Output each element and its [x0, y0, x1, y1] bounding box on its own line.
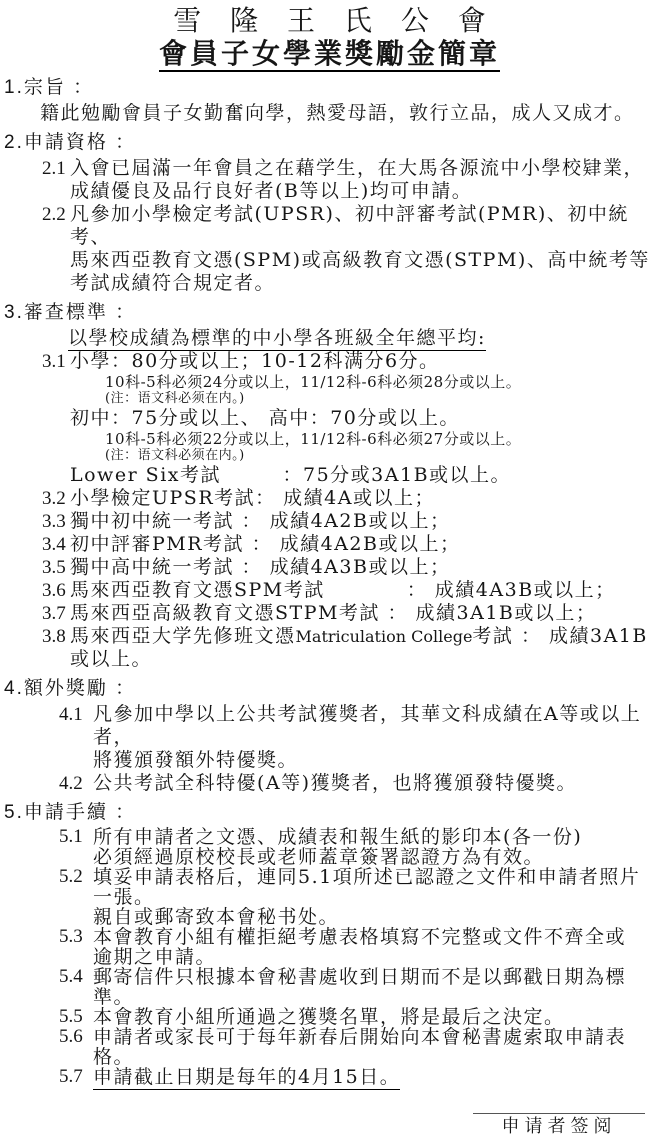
item-3-8-post: 考試 ： 成績3A1B或以上。: [70, 625, 648, 670]
item-number: 2.2: [42, 204, 66, 225]
item-text: [93, 867, 655, 927]
item-2-2-line-1: 凡參加小學檢定考試(UPSR)、初中評審考試(PMR)、初中統考、: [70, 203, 629, 248]
item-text: [93, 927, 655, 967]
primary-school-remark: (注：语文科必须在内。): [105, 391, 245, 406]
section-1-heading: 1.宗旨 ：: [4, 77, 95, 98]
item-number: 4.1: [59, 704, 83, 725]
item-number: 5.5: [59, 1006, 83, 1027]
item-text: 公共考試全科特優(A等)獲獎者，也將獲頒發特優獎。: [93, 772, 578, 794]
item-3-3: [42, 510, 655, 533]
item-number: 4.2: [59, 773, 83, 794]
primary-school-note: 10科-5科必须24分或以上，11/12科-6科必须28分或以上。: [105, 373, 522, 391]
document-subtitle: [4, 38, 655, 70]
item-5-2-line-2: 親自或郵寄致本會秘书处。: [93, 906, 340, 928]
item-3-8-latin: Matriculation College: [295, 627, 473, 646]
item-text: 郵寄信件只根據本會秘書處收到日期而不是以郵戳日期為標準。: [93, 966, 627, 1008]
lower-six-criteria: Lower Six考試 ：75分或3A1B或以上。: [70, 464, 512, 486]
item-5-5: [59, 1007, 655, 1027]
item-text: 本會教育小組所通過之獲獎名單，將是最后之決定。: [93, 1006, 565, 1028]
item-5-3-line-1: 本會教育小組有權拒絕考慮表格填寫不完整或文件不齊全或: [93, 926, 627, 948]
section-4-heading: 4.額外獎勵 ：: [4, 678, 137, 699]
secondary-school-remark: (注：语文科必须在内。): [105, 448, 245, 463]
primary-school-criteria: 小學：80分或以上；10-12科满分6分。: [70, 350, 440, 372]
item-5-4: [59, 967, 655, 1007]
item-3-6: [42, 579, 655, 602]
item-text: 初中評審PMR考試 ： 成績4A2B或以上；: [70, 533, 461, 555]
item-5-1-line-2: 必須經過原校校長或老师蓋章簽署認證方為有效。: [93, 846, 545, 868]
item-text: 申請者或家長可于每年新春后開始向本會秘書處索取申請表格。: [93, 1026, 627, 1068]
secondary-school-note: 10科-5科必须22分或以上，11/12科-6科必须27分或以上。: [105, 430, 522, 448]
item-text: [93, 827, 655, 867]
section-3-subheading: [68, 327, 655, 350]
item-number: 5.7: [59, 1066, 83, 1087]
item-text: 小學檢定UPSR考試： 成績4A或以上；: [70, 487, 435, 509]
item-2-2: [42, 203, 655, 295]
item-text: [70, 157, 655, 203]
item-text: [70, 625, 655, 671]
item-number: 3.3: [42, 511, 66, 532]
item-3-2: [42, 487, 655, 510]
item-4-1-line-1: 凡參加中學以上公共考試獲獎者，其華文科成績在A等或以上者，: [93, 703, 642, 748]
item-number: 3.7: [42, 603, 66, 624]
item-3-4: [42, 533, 655, 556]
signature-label: 申请者签阅: [501, 1116, 617, 1137]
item-2-2-line-2: 馬來西亞教育文憑(SPM)或高級教育文憑(STPM)、高中統考等: [70, 249, 650, 271]
item-number: 5.6: [59, 1026, 83, 1047]
item-number: 3.4: [42, 534, 66, 555]
item-text: [70, 350, 655, 487]
item-number: 5.2: [59, 866, 83, 887]
item-3-1: [42, 350, 655, 487]
item-3-8: [42, 625, 655, 671]
item-number: 3.8: [42, 626, 66, 647]
item-3-7: [42, 602, 655, 625]
item-4-2: [59, 772, 655, 795]
section-1-body: 籍此勉勵會員子女勤奮向學，熱愛母語，敦行立品，成人又成才。: [40, 102, 635, 124]
item-number: 3.5: [42, 557, 66, 578]
section-5-heading: 5.申請手續 ：: [4, 802, 137, 823]
item-5-2-line-1: 填妥申請表格后，連同5.1項所述已認證之文件和申請者照片一張。: [93, 866, 641, 908]
signature-block: [473, 1113, 645, 1138]
item-number: 3.6: [42, 580, 66, 601]
item-text: 馬來西亞高級教育文憑STPM考試 ： 成績3A1B或以上；: [70, 602, 597, 624]
item-number: 3.2: [42, 488, 66, 509]
item-5-7: [59, 1067, 655, 1087]
section-3-heading: 3.審查標準 ：: [4, 302, 137, 323]
document-subtitle-text: 會員子女學業獎勵金簡章: [159, 38, 500, 72]
item-text: [93, 703, 655, 772]
association-title: 雪 隆 王 氏 公 會: [173, 4, 496, 37]
item-4-1-line-2: 將獲頒發額外特優獎。: [93, 749, 299, 771]
item-number: 5.3: [59, 926, 83, 947]
item-number: 3.1: [42, 351, 66, 372]
section-3-subheading-text: 以學校成績為標準的中小學各班級全年總平均:: [68, 327, 486, 349]
item-5-3-line-2: 逾期之申請。: [93, 946, 217, 968]
item-5-3: [59, 927, 655, 967]
item-number: 5.4: [59, 966, 83, 987]
item-5-1-line-1: 所有申請者之文憑、成績表和報生紙的影印本(各一份): [93, 826, 583, 848]
item-text: 馬來西亞教育文憑SPM考試 ： 成績4A3B或以上；: [70, 579, 616, 601]
item-text: [70, 203, 655, 295]
item-number: 5.1: [59, 826, 83, 847]
item-5-1: [59, 827, 655, 867]
item-3-5: [42, 556, 655, 579]
item-number: 2.1: [42, 158, 66, 179]
section-2-heading: 2.申請資格 ：: [4, 132, 137, 153]
item-text: 獨中高中統一考試 ： 成績4A3B或以上；: [70, 556, 451, 578]
secondary-school-criteria: 初中：75分或以上、 高中：70分或以上。: [70, 407, 460, 429]
item-2-2-line-3: 考試成績符合規定者。: [70, 272, 276, 294]
item-3-8-pre: 馬來西亞大学先修班文憑: [70, 625, 296, 647]
item-5-2: [59, 867, 655, 927]
item-2-1: [42, 157, 655, 203]
deadline-text: 申請截止日期是每年的4月15日。: [93, 1066, 401, 1088]
item-5-6: [59, 1027, 655, 1067]
item-text: [93, 1067, 655, 1087]
item-4-1: [59, 703, 655, 772]
item-text: 獨中初中統一考試 ： 成績4A2B或以上；: [70, 510, 451, 532]
item-2-1-line-2: 成績優良及品行良好者(B等以上)均可申請。: [70, 180, 473, 202]
item-2-1-line-1: 入會已屆滿一年會員之在藉学生，在大馬各源流中小學校肄業，: [70, 157, 645, 179]
